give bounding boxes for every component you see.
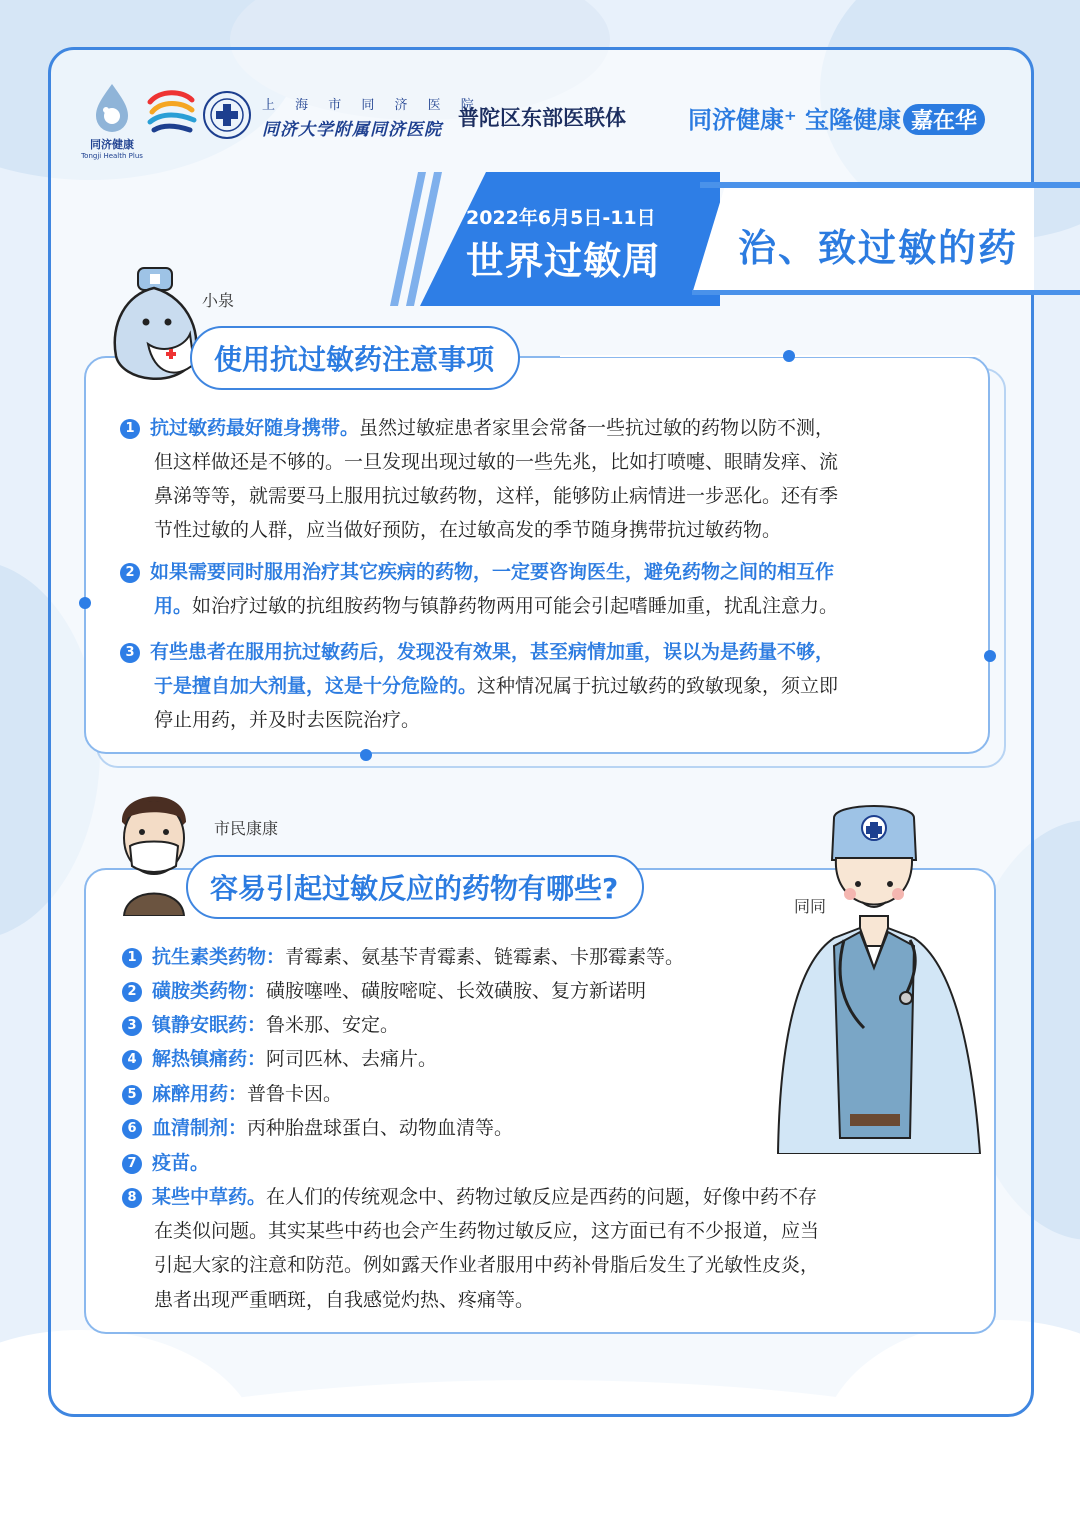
section1-item-3 [120,635,834,669]
item-text: 如治疗过敏的抗组胺药物与镇静药物两用可能会引起嗜睡加重，扰乱注意力。 [192,595,839,617]
section2-title: 容易引起过敏反应的药物有哪些? [186,855,644,919]
number-badge-8: 8 [122,1188,142,1208]
section2-item-7 [122,1146,209,1180]
item-highlight: 抗过敏药最好随身携带。 [150,417,360,439]
item-text: 鲁米那、安定。 [266,1014,400,1036]
section2-item-2 [122,974,646,1008]
character-name-kangkang: 市民康康 [214,819,279,838]
item-label: 磺胺类药物： [152,980,267,1002]
tongji-health-logo [80,80,144,160]
swirl-logo [146,88,198,136]
number-badge-4: 4 [122,1050,142,1070]
xiaoquan-character-icon [106,264,202,388]
banner-title: 世界过敏周 [466,239,662,283]
item-text: 在人们的传统观念中、药物过敏反应是西药的问题，好像中药不存 [266,1186,818,1208]
item-highlight: 于是擅自加大剂量，这是十分危险的。 [154,675,478,697]
item-label: 血清制剂： [152,1117,248,1139]
banner-accent-line-bottom [692,290,1080,295]
hospital-name-line2: 同济大学附属同济医院 [262,120,442,140]
number-badge-3: 3 [122,1016,142,1036]
section1-item-1 [120,411,980,445]
doctor-character-icon [774,798,986,1154]
section1-title: 使用抗过敏药注意事项 [190,326,520,390]
decor-dot [360,749,372,761]
item-text: 阿司匹林、去痛片。 [266,1048,438,1070]
section2-item-4 [122,1042,437,1076]
section1-item-1-line: 鼻涕等等，就需要马上服用抗过敏药物，这样，能够防止病情进一步恶化。还有季 [154,485,839,507]
section2-item-6 [122,1111,513,1145]
number-badge-2: 2 [122,982,142,1002]
item-highlight: 如果需要同时服用治疗其它疾病的药物，一定要咨询医生，避免药物之间的相互作 [150,561,835,583]
section2-item-3 [122,1008,399,1042]
decor-dot [783,350,795,362]
kangkang-character-icon [112,782,196,916]
item-label: 镇静安眠药： [152,1014,267,1036]
item-text: 虽然过敏症患者家里会常备一些抗过敏的药物以防不测， [359,417,835,439]
hospital-name-line1: 上 海 市 同 济 医 院 [262,98,482,113]
section1-item-1-line: 但这样做还是不够的。一旦发现出现过敏的一些先兆，比如打喷嚏、眼睛发痒、流 [154,451,839,473]
partner-logo [688,100,985,135]
divider-line [560,355,980,357]
item-label: 抗生素类药物： [152,946,286,968]
number-badge-2: 2 [120,563,140,583]
number-badge-7: 7 [122,1154,142,1174]
section1-item-2 [120,555,834,589]
hospital-seal-logo [202,90,252,140]
number-badge-5: 5 [122,1085,142,1105]
decor-dot [984,650,996,662]
item-text: 丙种胎盘球蛋白、动物血清等。 [247,1117,514,1139]
item-text: 普鲁卡因。 [247,1083,343,1105]
number-badge-1: 1 [122,948,142,968]
number-badge-3: 3 [120,643,140,663]
section1-item-3-line: 停止用药，并及时去医院治疗。 [154,709,421,731]
logo-name: 同济健康 [90,138,134,151]
item-text: 这种情况属于抗过敏药的致敏现象，须立即 [477,675,839,697]
item-highlight: 用。 [154,595,193,617]
decor-dot [79,597,91,609]
item-label: 疫苗。 [152,1152,210,1174]
number-badge-6: 6 [122,1119,142,1139]
banner-date: 2022年6月5日-11日 [466,207,656,229]
section2-item-8-line: 引起大家的注意和防范。例如露天作业者服用中药补骨脂后发生了光敏性皮炎， [154,1254,820,1276]
partner-badge: 嘉在华 [903,104,985,135]
banner-accent-line [700,182,1080,188]
item-label: 解热镇痛药： [152,1048,267,1070]
item-highlight: 有些患者在服用抗过敏药后，发现没有效果，甚至病情加重，误以为是药量不够， [150,641,835,663]
character-name-xiaoquan: 小泉 [202,291,235,310]
number-badge-1: 1 [120,419,140,439]
section1-item-2-line [154,589,838,623]
section1-item-1-line: 节性过敏的人群，应当做好预防，在过敏高发的季节随身携带抗过敏药物。 [154,519,782,541]
banner-subtitle: 治、致过敏的药 [738,226,1019,270]
item-label: 某些中草药。 [152,1186,267,1208]
item-label: 麻醉用药： [152,1083,248,1105]
character-name-tongtong: 同同 [794,897,827,916]
partner-text: 同济健康⁺ 宝隆健康 [688,106,902,134]
section2-item-8 [122,1180,817,1214]
district-name: 普陀区东部医联体 [458,105,626,130]
item-text: 磺胺噻唑、磺胺嘧啶、长效磺胺、复方新诺明 [266,980,647,1002]
section2-item-1 [122,940,684,974]
section2-item-8-line: 患者出现严重晒斑，自我感觉灼热、疼痛等。 [154,1289,535,1311]
section2-item-8-line: 在类似问题。其实某些中药也会产生药物过敏反应，这方面已有不少报道，应当 [154,1220,820,1242]
hospital-name [262,94,482,140]
section1-item-3-line [154,669,838,703]
item-text: 青霉素、氨基苄青霉素、链霉素、卡那霉素等。 [285,946,685,968]
section2-item-5 [122,1077,342,1111]
logo-subname: Tongji Health Plus [81,152,143,160]
